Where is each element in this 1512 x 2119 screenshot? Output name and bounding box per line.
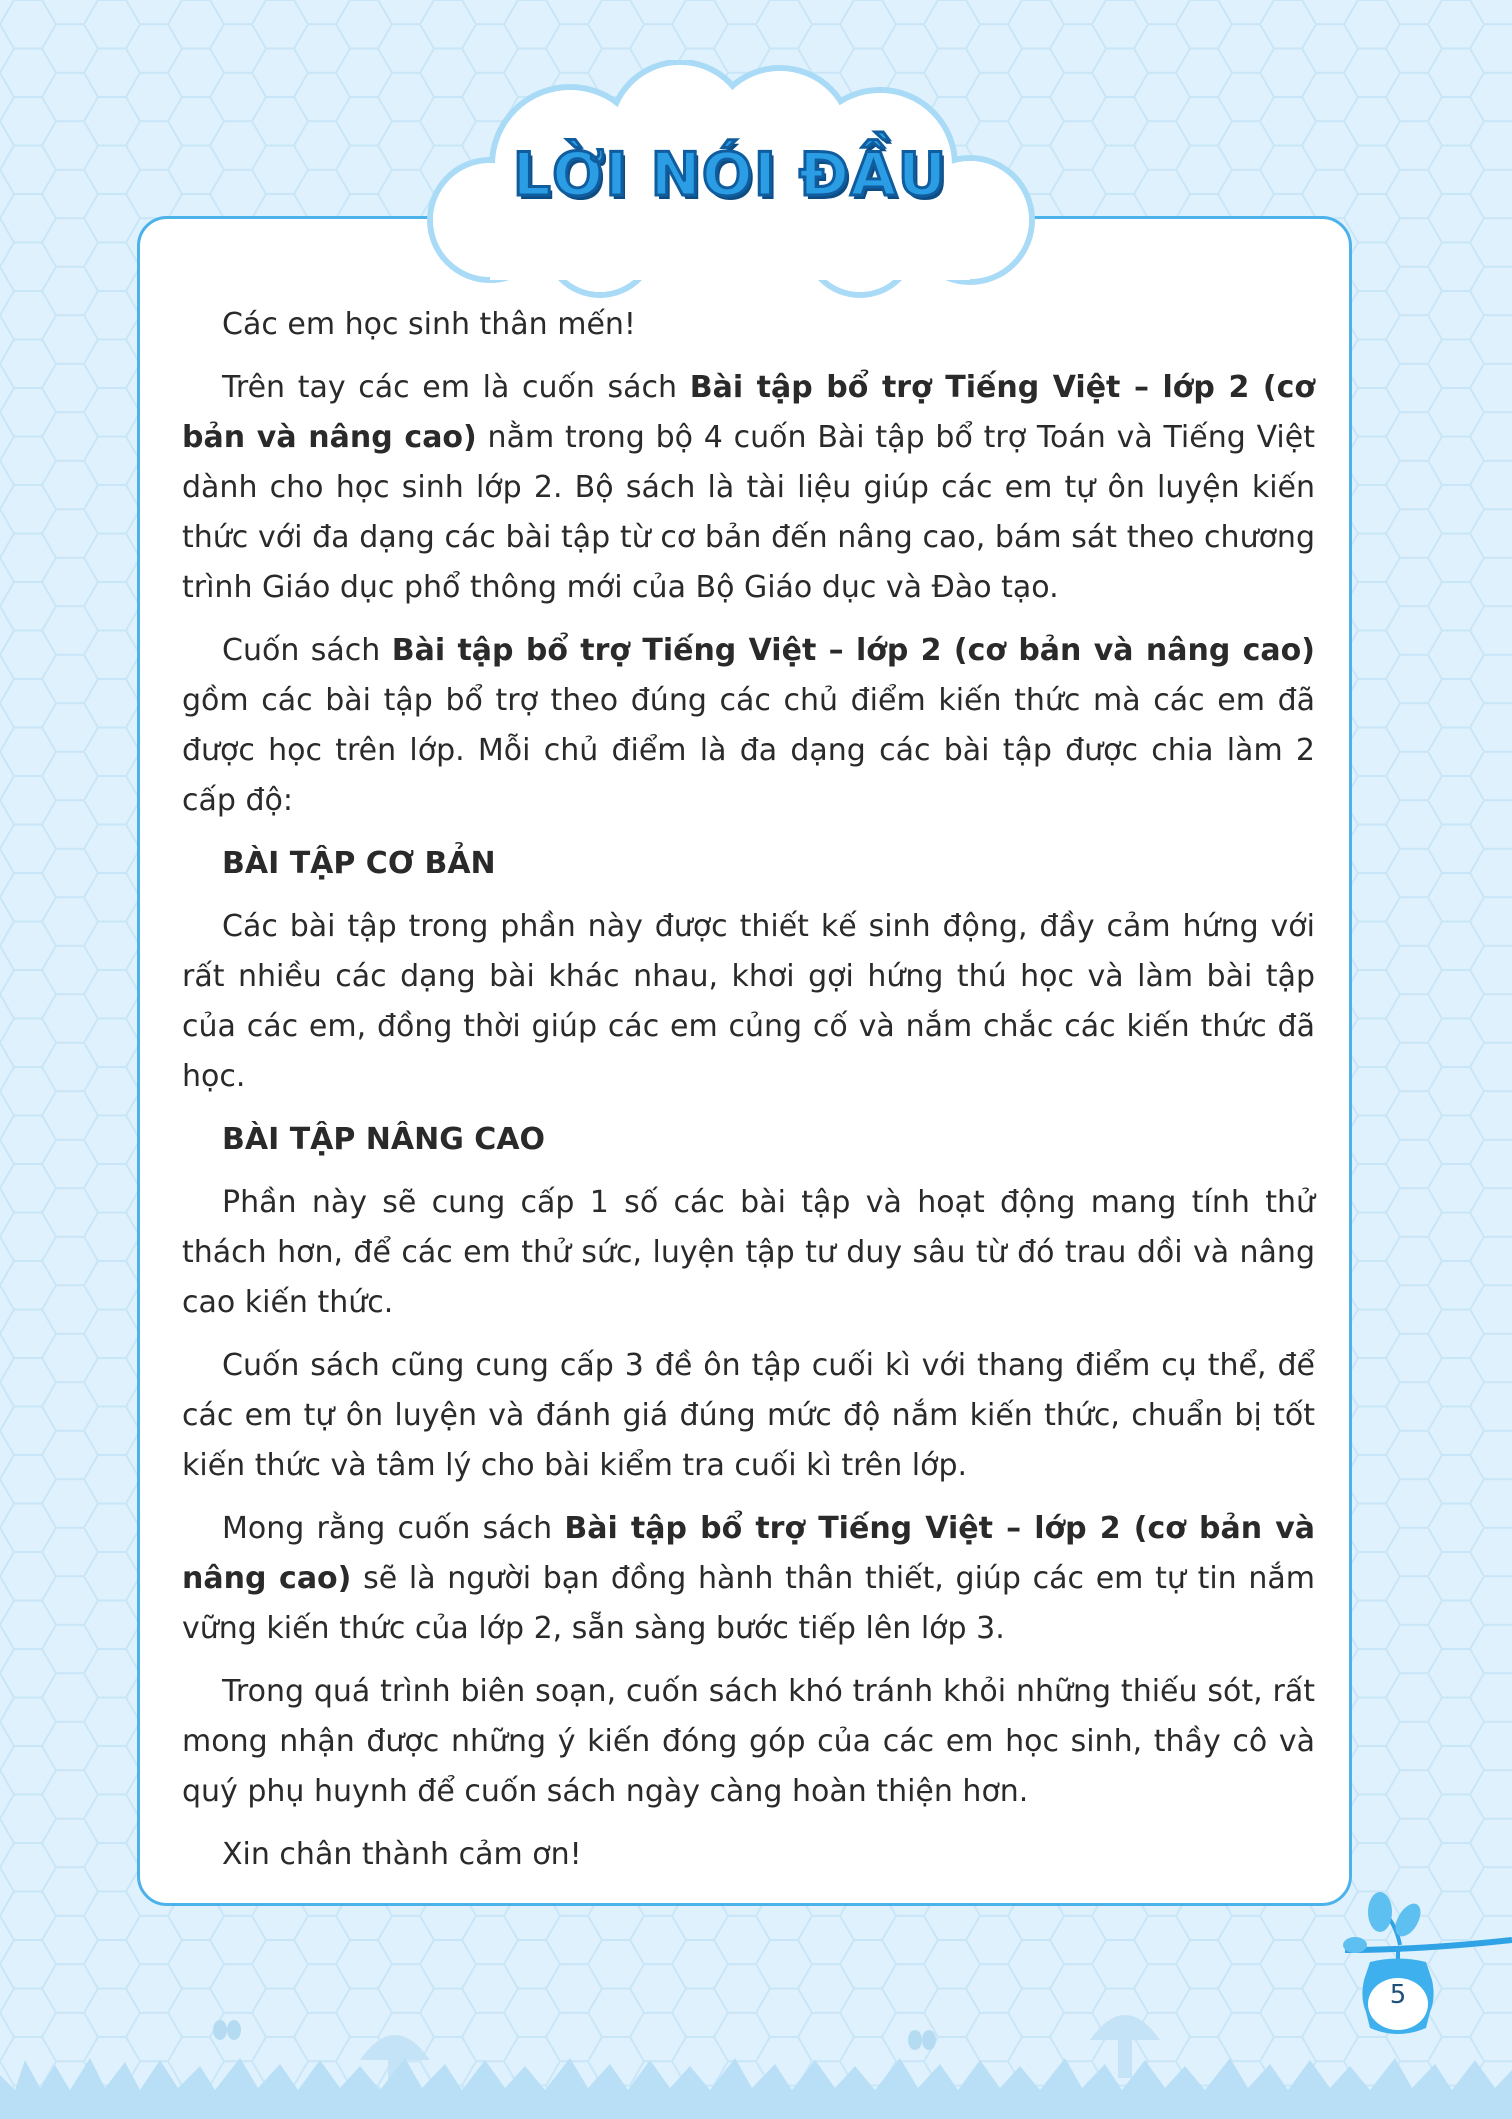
heading-basic: BÀI TẬP CƠ BẢN <box>222 846 496 881</box>
beehive-icon <box>1343 1892 1512 2034</box>
paragraph-review: Cuốn sách cũng cung cấp 3 đề ôn tập cuối kì với thang điểm cụ thể, để các em tự ôn luyện và đánh giá đúng mức độ nắm kiến thức, chuẩn bị tốt kiến thức và tâm lý cho bài kiểm tra cuối kì trên lớp. <box>182 1348 1315 1483</box>
paragraph-advanced: Phần này sẽ cung cấp 1 số các bài tập và hoạt động mang tính thử thách hơn, để các em thử sức, luyện tập tư duy sâu từ đó trau dồi và nâng cao kiến thức. <box>182 1185 1315 1320</box>
paragraph-feedback: Trong quá trình biên soạn, cuốn sách khó tránh khỏi những thiếu sót, rất mong nhận được những ý kiến đóng góp của các em học sinh, thầy cô và quý phụ huynh để cuốn sách ngày càng hoàn thiện hơn. <box>182 1674 1315 1809</box>
paragraph-structure: Cuốn sách Bài tập bổ trợ Tiếng Việt – lớp 2 (cơ bản và nâng cao) gồm các bài tập bổ trợ theo đúng các chủ điểm kiến thức mà các em đã được học trên lớp. Mỗi chủ điểm là đa dạng các bài tập được chia làm 2 cấp độ: <box>182 633 1315 818</box>
heading-advanced: BÀI TẬP NÂNG CAO <box>222 1122 546 1157</box>
grass-icon <box>0 2058 1512 2119</box>
page-title: LỜI NÓI ĐẦU <box>512 140 948 210</box>
butterfly-icon <box>213 2020 936 2050</box>
greeting: Các em học sinh thân mến! <box>222 307 636 342</box>
paragraph-intro: Trên tay các em là cuốn sách Bài tập bổ trợ Tiếng Việt – lớp 2 (cơ bản và nâng cao) nằm trong bộ 4 cuốn Bài tập bổ trợ Toán và Tiếng Việt dành cho học sinh lớp 2. Bộ sách là tài liệu giúp các em tự ôn luyện kiến thức với đa dạng các bài tập từ cơ bản đến nâng cao, bám sát theo chương trình Giáo dục phổ thông mới của Bộ Giáo dục và Đào tạo. <box>182 370 1315 605</box>
closing: Xin chân thành cảm ơn! <box>222 1837 582 1872</box>
paragraph-basic: Các bài tập trong phần này được thiết kế sinh động, đầy cảm hứng với rất nhiều các dạng bài khác nhau, khơi gợi hứng thú học và làm bài tập của các em, đồng thời giúp các em củng cố và nắm chắc các kiến thức đã học. <box>182 909 1315 1094</box>
paragraph-wishes: Mong rằng cuốn sách Bài tập bổ trợ Tiếng Việt – lớp 2 (cơ bản và nâng cao) sẽ là người bạn đồng hành thân thiết, giúp các em tự tin nắm vững kiến thức của lớp 2, sẵn sàng bước tiếp lên lớp 3. <box>182 1511 1315 1646</box>
page-number: 5 <box>1389 1980 1407 2010</box>
